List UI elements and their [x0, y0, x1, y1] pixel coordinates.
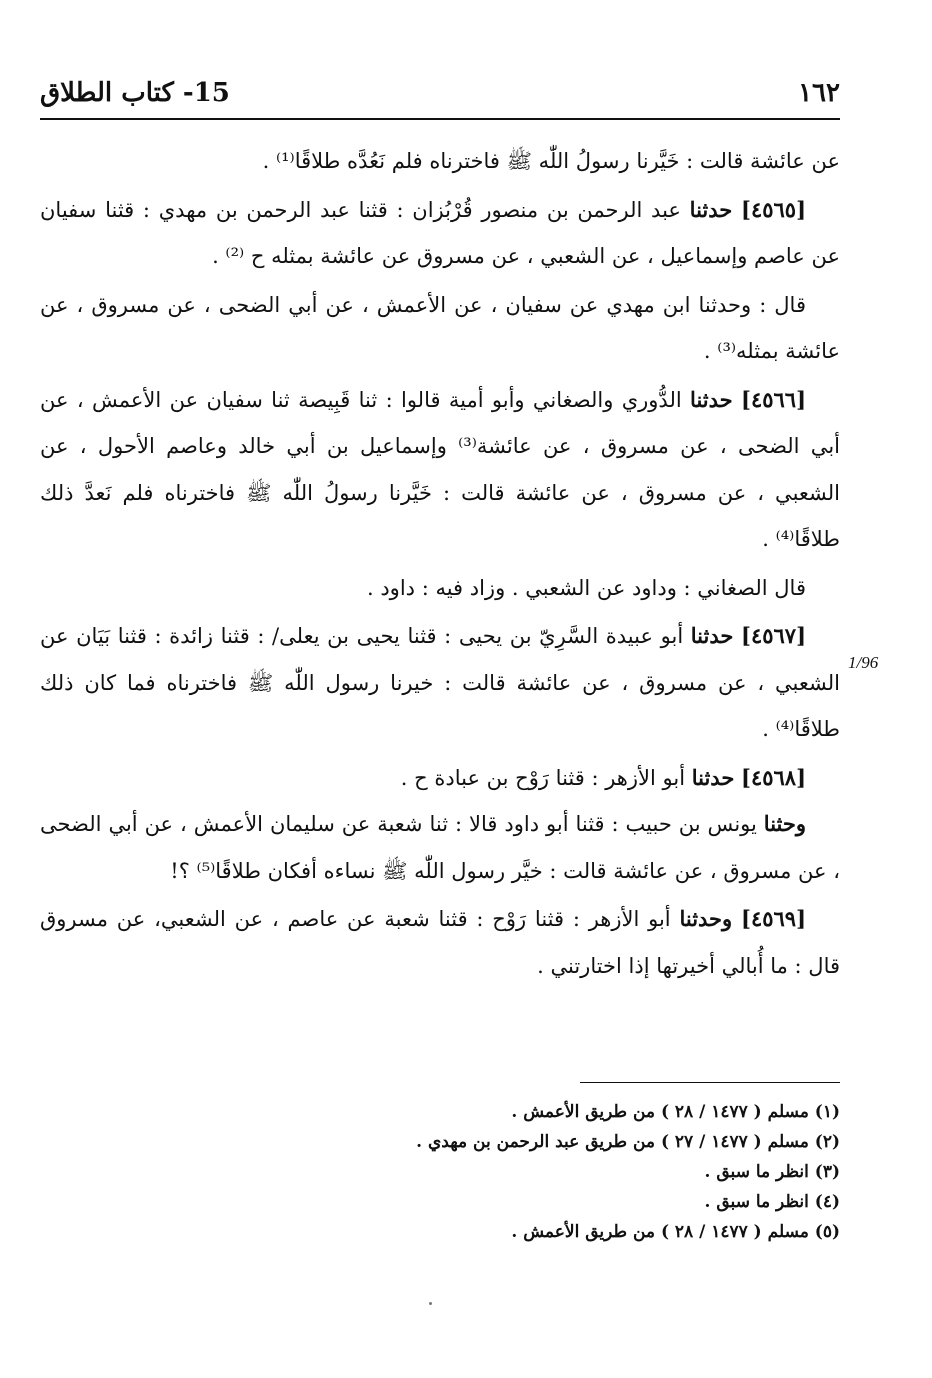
footnote-divider [580, 1082, 840, 1083]
footnotes [300, 1097, 840, 1247]
hadith-paragraph [40, 896, 840, 989]
hadith-paragraph [40, 187, 840, 280]
paragraph-text: قال الصغاني : وداود عن الشعبي . وزاد فيه : داود . [366, 575, 806, 600]
footnote: (٢) مسلم ( ١٤٧٧ / ٢٧ ) من طريق عبد الرحمن بن مهدي . [416, 1132, 840, 1152]
scan-speck [429, 1302, 432, 1305]
narration-keyword: حدثنا [689, 196, 733, 222]
page-header [40, 78, 840, 120]
paragraph-text: يونس بن حبيب : قثنا أبو داود قالا : ثنا شعبة عن سليمان الأعمش ، عن أبي الضحى ، عن مسروق ، عن عائشة قالت : خيَّر رسول اللّٰه ﷺ نساءه أفكان طلاقًا⁽⁵⁾ ؟! [40, 812, 840, 883]
page-number: ١٦٢ [798, 78, 840, 108]
paragraph [40, 801, 840, 894]
footnote: (٥) مسلم ( ١٤٧٧ / ٢٨ ) من طريق الأعمش . [511, 1222, 840, 1242]
narration-keyword: وحثنا [763, 811, 806, 836]
hadith-number: [٤٥٦٥] [741, 196, 806, 222]
chapter-title: 15- كتاب الطلاق [40, 78, 230, 108]
footnote: (٤) انظر ما سبق . [704, 1192, 840, 1212]
paragraph [40, 138, 840, 185]
hadith-number: [٤٥٦٨] [741, 764, 806, 790]
hadith-number: [٤٥٦٦] [741, 386, 806, 412]
narration-keyword: حدثنا [690, 623, 734, 648]
narration-keyword: وحدثنا [679, 906, 733, 931]
narration-keyword: حدثنا [690, 386, 733, 412]
paragraph [40, 565, 840, 612]
paragraph [40, 282, 840, 375]
hadith-paragraph [40, 377, 840, 563]
narration-keyword: حدثنا [691, 764, 735, 790]
hadith-number: [٤٥٦٩] [741, 906, 806, 931]
margin-note: 1/96 [848, 653, 879, 672]
hadith-paragraph [40, 755, 840, 802]
paragraph-text: أبو الأزهر : قثنا رَوْح بن عبادة ح . [400, 765, 692, 790]
hadith-paragraph [40, 613, 840, 753]
paragraph-text: الدُّوري والصغاني وأبو أمية قالوا : ثنا قَبِيصة ثنا سفيان عن الأعمش ، عن أبي الضحى ، عن مسروق ، عن عائشة⁽³⁾ وإسماعيل بن أبي خالد وعاصم الأحول ، عن الشعبي ، عن مسروق ، عن عائشة قالت : خَيَّرنا رسولُ اللّٰه ﷺ فاخترناه فلم نَعدَّ ذلك طلاقًا⁽⁴⁾ . [40, 387, 840, 551]
paragraph-text: عبد الرحمن بن منصور قُرْبُزان : قثنا عبد الرحمن بن مهدي : قثنا سفيان عن عاصم وإسماعيل ، عن الشعبي ، عن مسروق عن عائشة بمثله ح ⁽²⁾ . [40, 197, 840, 268]
footnote: (٣) انظر ما سبق . [704, 1162, 840, 1182]
paragraph-text: قال : وحدثنا ابن مهدي عن سفيان ، عن الأعمش ، عن أبي الضحى ، عن مسروق ، عن عائشة بمثله⁽³⁾ . [40, 292, 840, 363]
paragraph-text: أبو عبيدة السَّرِيّ بن يحيى : قثنا يحيى بن يعلى/ : قثنا زائدة : قثنا بَيَان عن الشعبي ، عن مسروق ، عن عائشة قالت : خيرنا رسول اللّٰه ﷺ فاخترناه فما كان ذلك طلاقًا⁽⁴⁾ . [40, 624, 840, 741]
main-text [40, 138, 840, 989]
footnote: (١) مسلم ( ١٤٧٧ / ٢٨ ) من طريق الأعمش . [511, 1102, 840, 1122]
hadith-number: [٤٥٦٧] [741, 623, 806, 648]
paragraph-text: عن عائشة قالت : خَيَّرنا رسولُ اللّٰه ﷺ فاخترناه فلم نَعُدَّه طلاقًا⁽¹⁾ . [262, 149, 840, 173]
paragraph-text: أبو الأزهر : قثنا رَوْح : قثنا شعبة عن عاصم ، عن الشعبي، عن مسروق قال : ما أُبالي أخيرتها إذا اختارتني . [40, 907, 840, 978]
